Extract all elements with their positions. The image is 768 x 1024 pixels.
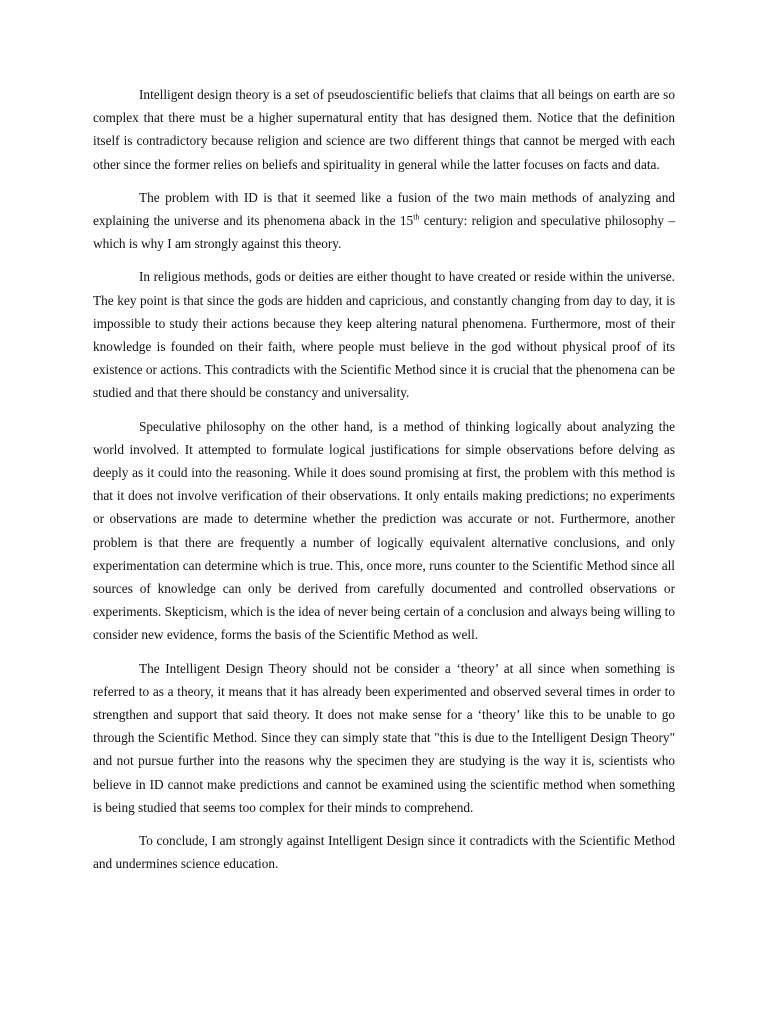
- paragraph-problem-text-start: The problem with ID is that it seemed like a fusion of the two main methods of analyzing and explaining the universe and its phenomena aback in the 15: [93, 189, 675, 229]
- paragraph-speculative-philosophy: Speculative philosophy on the other hand, is a method of thinking logically about analyzing the world involved. It attempted to formulate logical justifications for simple observations before delving as deeply as it could into the reasoning. While it does sound promising at first, the problem with this method is that it does not involve verification of their observations. It only entails making predictions; no experiments or observations are made to determine whether the prediction was accurate or not. Furthermore, another problem is that there are frequently a number of logically equivalent alternative conclusions, and only experimentation can determine which is true. This, once more, runs counter to the Scientific Method since all sources of knowledge can only be derived from carefully documented and controlled observations or experiments. Skepticism, which is the idea of never being certain of a conclusion and always being willing to consider new evidence, forms the basis of the Scientific Method as well.: [93, 418, 675, 643]
- paragraph-problem-text-end: century: religion and speculative philosophy – which is why I am strongly against this theory.: [93, 213, 675, 252]
- paragraph-problem-with-id: [93, 186, 675, 256]
- ordinal-superscript: th: [413, 212, 420, 222]
- paragraph-conclusion: To conclude, I am strongly against Intelligent Design since it contradicts with the Scientific Method and undermines science education.: [93, 833, 675, 872]
- paragraph-theory-definition: The Intelligent Design Theory should not be consider a ‘theory’ at all since when something is referred to as a theory, it means that it has already been experimented and observed several times in order to strengthen and support that said theory. It does not make sense for a ‘theory’ like this to be unable to go through the Scientific Method. Since they can simply state that "this is due to the Intelligent Design Theory" and not pursue further into the reasons why the specimen they are studying is the way it is, scientists who believe in ID cannot make predictions and cannot be examined using the scientific method when something is being studied that seems too complex for their minds to comprehend.: [93, 660, 675, 815]
- paragraph-introduction: Intelligent design theory is a set of pseudoscientific beliefs that claims that all beings on earth are so complex that there must be a higher supernatural entity that has designed them. Notice that the definition itself is contradictory because religion and science are two different things that cannot be merged with each other since the former relies on beliefs and spirituality in general while the latter focuses on facts and data.: [93, 87, 675, 172]
- document-body: [93, 83, 675, 886]
- paragraph-religious-methods: In religious methods, gods or deities are either thought to have created or reside within the universe. The key point is that since the gods are hidden and capricious, and constantly changing from day to day, it is impossible to study their actions because they keep altering natural phenomena. Furthermore, most of their knowledge is founded on their faith, where people must believe in the god without physical proof of its existence or actions. This contradicts with the Scientific Method since it is crucial that the phenomena can be studied and that there should be constancy and universality.: [93, 269, 675, 401]
